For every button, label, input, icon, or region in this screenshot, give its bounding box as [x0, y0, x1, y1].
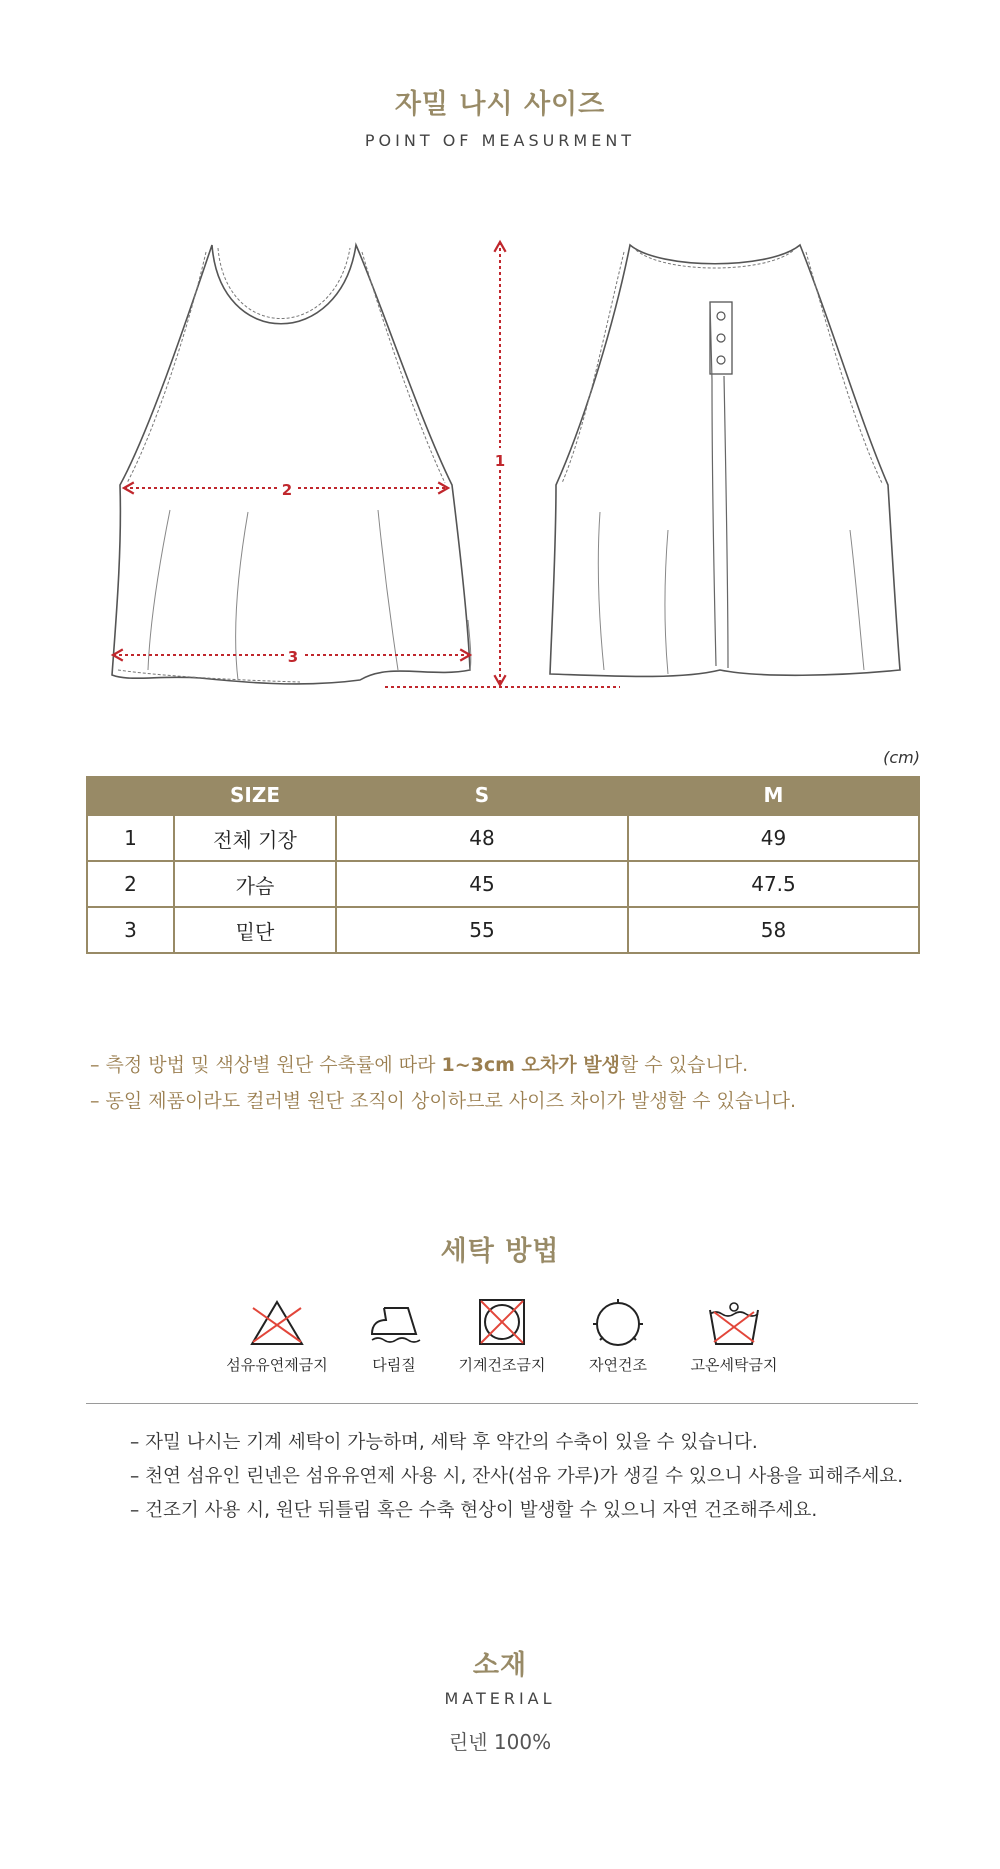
- no-tumble-dry-icon: [472, 1298, 532, 1348]
- note-text: 할 수 있습니다.: [619, 1054, 749, 1076]
- washing-note: – 천연 섬유인 린넨은 섬유유연제 사용 시, 잔사(섬유 가루)가 생길 수 있으니 사용을 피해주세요.: [130, 1466, 904, 1487]
- washing-title: 세탁 방법: [440, 1236, 560, 1267]
- size-note-1: [90, 1050, 748, 1077]
- divider: [86, 1403, 918, 1404]
- hem-measure-label: 3: [287, 648, 299, 666]
- care-item: [339, 1298, 449, 1375]
- table-header: M: [628, 776, 919, 815]
- unit-label: (cm): [883, 748, 920, 767]
- table-header-row: [87, 776, 919, 815]
- natural-dry-icon: [588, 1298, 648, 1348]
- front-view: [112, 245, 471, 684]
- row-number: 1: [87, 815, 174, 861]
- care-label: 자연건조: [589, 1356, 647, 1374]
- table-row: [87, 815, 919, 861]
- size-subtitle: POINT OF MEASURMENT: [364, 131, 636, 150]
- table-row: [87, 907, 919, 953]
- material-title: 소재: [472, 1650, 528, 1681]
- size-s-value: 48: [336, 815, 628, 861]
- no-softener-icon: [247, 1298, 307, 1348]
- size-title: 자밀 나시 사이즈: [394, 89, 606, 120]
- care-label: 고온세탁금지: [690, 1356, 778, 1374]
- size-note-2: – 동일 제품이라도 컬러별 원단 조직이 상이하므로 사이즈 차이가 발생할 수 있습니다.: [90, 1090, 797, 1112]
- size-m-value: 47.5: [628, 861, 919, 907]
- iron-icon: [364, 1298, 424, 1348]
- care-item: [679, 1298, 789, 1375]
- size-m-value: 49: [628, 815, 919, 861]
- note-text: – 측정 방법 및 색상별 원단 수축률에 따라: [90, 1054, 442, 1076]
- row-number: 3: [87, 907, 174, 953]
- care-label: 섬유유연제금지: [226, 1356, 328, 1374]
- length-measure-label: 1: [494, 452, 506, 470]
- measure-name: 밑단: [174, 907, 336, 953]
- size-table: [86, 776, 920, 954]
- measure-name: 가슴: [174, 861, 336, 907]
- care-label: 기계건조금지: [458, 1356, 546, 1374]
- size-s-value: 55: [336, 907, 628, 953]
- size-m-value: 58: [628, 907, 919, 953]
- back-view: [550, 245, 900, 677]
- table-header: [87, 776, 174, 815]
- measure-name: 전체 기장: [174, 815, 336, 861]
- table-header: SIZE: [174, 776, 336, 815]
- no-hot-wash-icon: [704, 1298, 764, 1348]
- row-number: 2: [87, 861, 174, 907]
- care-item: [563, 1298, 673, 1375]
- garment-diagram: [0, 230, 1000, 710]
- washing-note: – 자밀 나시는 기계 세탁이 가능하며, 세탁 후 약간의 수축이 있을 수 있습니다.: [130, 1432, 758, 1453]
- washing-note: – 건조기 사용 시, 원단 뒤틀림 혹은 수축 현상이 발생할 수 있으니 자연 건조해주세요.: [130, 1500, 818, 1521]
- note-highlight: 1~3cm 오차가 발생: [441, 1054, 620, 1076]
- table-row: [87, 861, 919, 907]
- size-s-value: 45: [336, 861, 628, 907]
- care-item: [222, 1298, 332, 1375]
- care-item: [447, 1298, 557, 1375]
- material-value: 린넨 100%: [448, 1730, 552, 1754]
- care-label: 다림질: [372, 1356, 416, 1374]
- material-subtitle: MATERIAL: [444, 1689, 556, 1708]
- table-header: S: [336, 776, 628, 815]
- chest-measure-label: 2: [281, 481, 293, 499]
